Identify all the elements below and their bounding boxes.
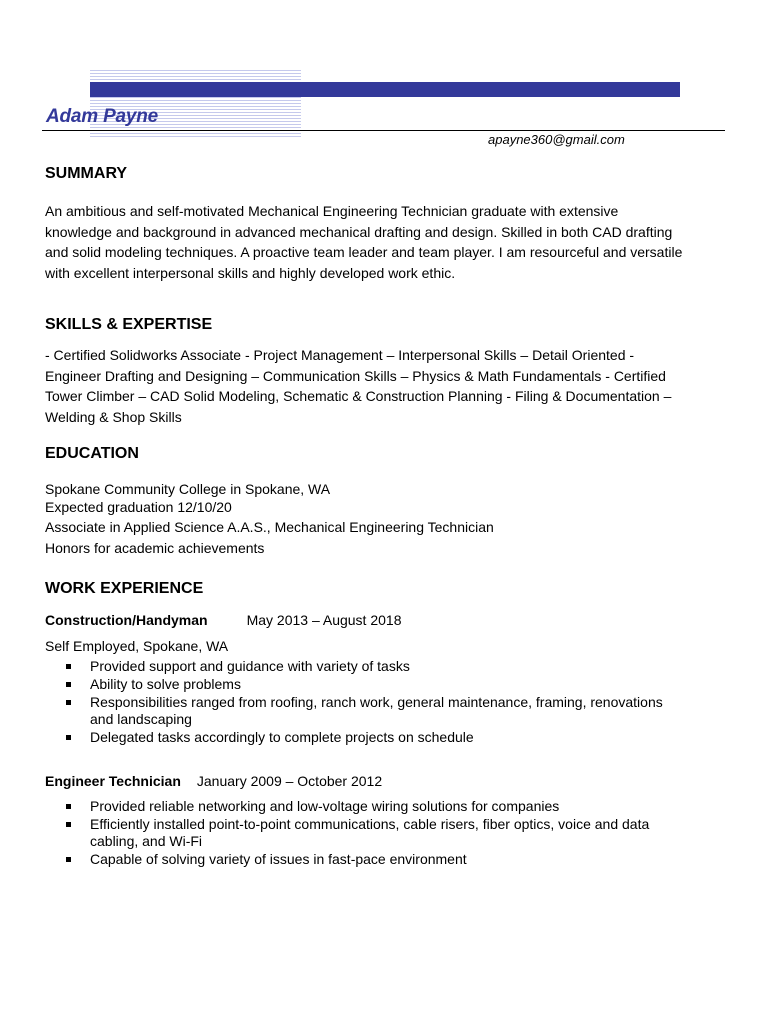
job-dates: January 2009 – October 2012 xyxy=(196,773,383,789)
work-heading: WORK EXPERIENCE xyxy=(45,580,204,597)
education-graduation: Expected graduation 12/10/20 xyxy=(45,499,232,515)
job-1-duties xyxy=(66,658,666,747)
list-item: Provided support and guidance with variety of tasks xyxy=(66,658,666,675)
job-header-1 xyxy=(45,612,401,628)
summary-text: An ambitious and self-motivated Mechanical Engineering Technician graduate with extensive knowledge and background in advanced mechanical drafting and design. Skilled in both CAD drafting and solid modeling techniques. A proactive team leader and team player. I am resourceful and versatile with excellent interpersonal skills and highly developed work ethic. xyxy=(45,203,683,281)
list-item: Capable of solving variety of issues in fast-pace environment xyxy=(66,851,666,868)
bullet-icon xyxy=(66,822,71,827)
bullet-icon xyxy=(66,857,71,862)
candidate-name: Adam Payne xyxy=(46,106,159,127)
job-employer: Self Employed, Spokane, WA xyxy=(45,638,229,654)
list-item: Efficiently installed point-to-point communications, cable risers, fiber optics, voice and data cabling, and Wi-Fi xyxy=(66,816,666,850)
education-school: Spokane Community College in Spokane, WA xyxy=(45,481,331,497)
job-title: Engineer Technician xyxy=(45,773,181,789)
bullet-icon xyxy=(66,700,71,705)
list-item: Ability to solve problems xyxy=(66,676,666,693)
header-divider xyxy=(42,130,725,131)
job-dates: May 2013 – August 2018 xyxy=(246,612,402,628)
job-title: Construction/Handyman xyxy=(45,612,208,628)
education-heading: EDUCATION xyxy=(45,445,139,462)
email-address[interactable]: apayne360@gmail.com xyxy=(488,132,625,147)
education-degree: Associate in Applied Science A.A.S., Mechanical Engineering Technician xyxy=(45,519,494,535)
bullet-icon xyxy=(66,804,71,809)
list-item: Responsibilities ranged from roofing, ranch work, general maintenance, framing, renovations and landscaping xyxy=(66,694,666,728)
job-2-duties xyxy=(66,798,666,869)
skills-text: - Certified Solidworks Associate - Project Management – Interpersonal Skills – Detail Oriented - Engineer Drafting and Designing – Communication Skills – Physics & Math Fundamentals - Certified Tower Climber – CAD Solid Modeling, Schematic & Construction Planning - Filing & Documentation – Welding & Shop Skills xyxy=(45,347,672,425)
bullet-icon xyxy=(66,735,71,740)
header-banner-bar xyxy=(90,82,680,97)
list-item: Delegated tasks accordingly to complete projects on schedule xyxy=(66,729,666,746)
skills-heading: SKILLS & EXPERTISE xyxy=(45,316,213,333)
education-honors: Honors for academic achievements xyxy=(45,540,265,556)
bullet-icon xyxy=(66,664,71,669)
summary-heading: SUMMARY xyxy=(45,165,128,182)
job-header-2 xyxy=(45,773,382,789)
list-item: Provided reliable networking and low-voltage wiring solutions for companies xyxy=(66,798,666,815)
bullet-icon xyxy=(66,682,71,687)
